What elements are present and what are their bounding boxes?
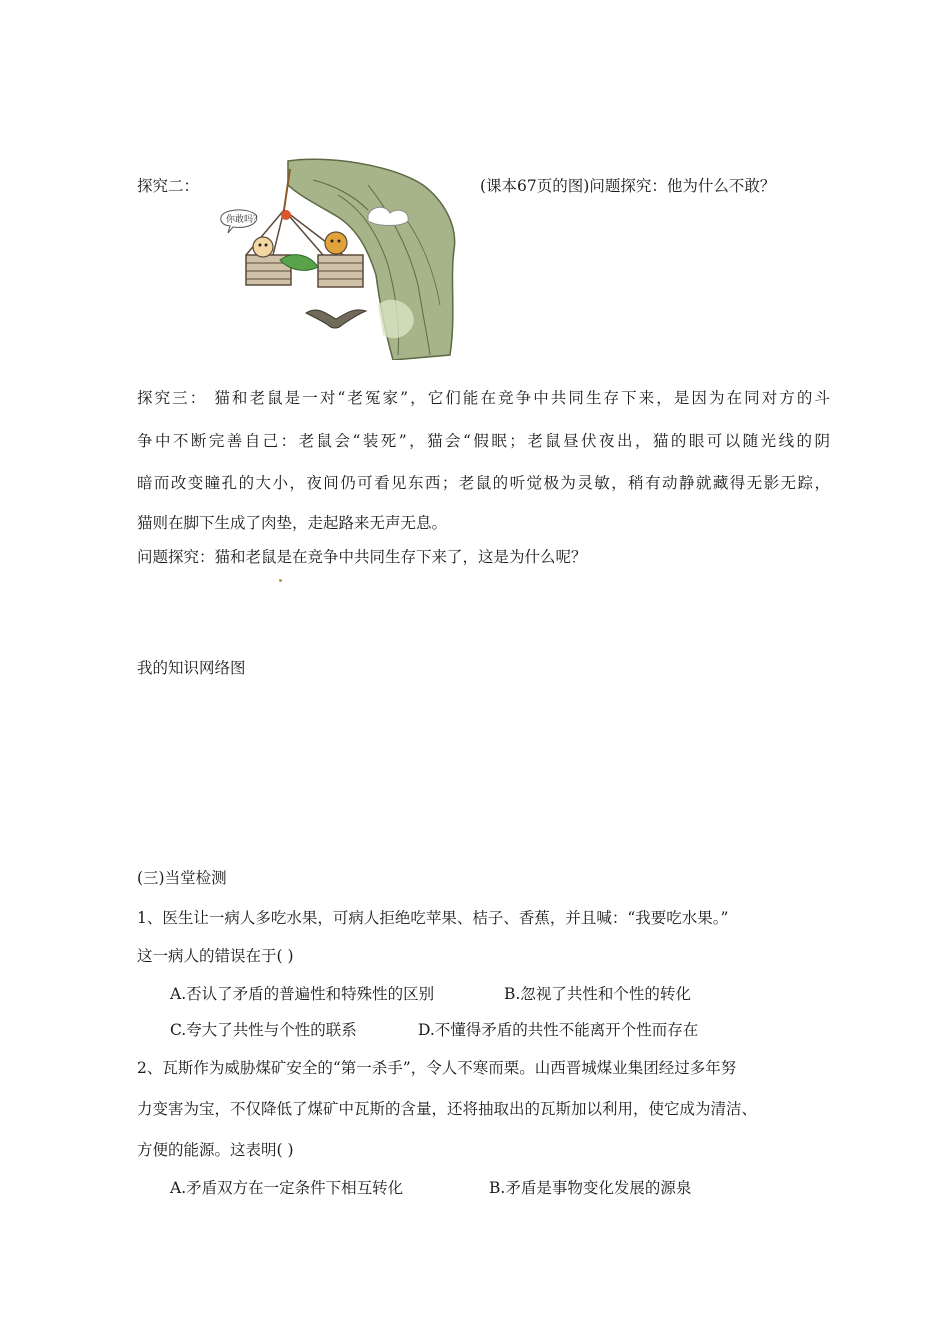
q2-line-3: 方便的能源。这表明( ) [137, 1141, 294, 1159]
q1-line-2: 这一病人的错误在于( ) [137, 947, 294, 965]
speech-bubble-text: 你敢吗？ [226, 215, 263, 225]
q1-option-d: D.不懂得矛盾的共性不能离开个性而存在 [418, 1021, 699, 1039]
q2-line-1: 2、瓦斯作为威胁煤矿安全的“第一杀手”，令人不寒而栗。山西晋城煤业集团经过多年努 [137, 1059, 737, 1077]
cliff-basket-image [218, 155, 460, 360]
inquiry3-line-3: 暗而改变瞳孔的大小，夜间仍可看见东西；老鼠的听觉极为灵敏，稍有动静就藏得无影无踪， [137, 474, 830, 492]
inquiry3-line-4: 猫则在脚下生成了肉垫，走起路来无声无息。 [137, 514, 448, 532]
inquiry2-label: 探究二： [137, 177, 200, 195]
q1-line-1: 1、医生让一病人多吃水果，可病人拒绝吃苹果、桔子、香蕉，并且喊：“我要吃水果。” [137, 909, 729, 927]
inquiry2-caption: (课本67页的图)问题探究：他为什么不敢？ [480, 177, 776, 195]
check-heading: (三)当堂检测 [137, 869, 227, 887]
cliff-basket-illustration [218, 155, 460, 360]
q1-option-c: C.夸大了共性与个性的联系 [170, 1021, 357, 1039]
inquiry3-line-1: 探究三： 猫和老鼠是一对“老冤家”，它们能在竞争中共同生存下来，是因为在同对方的斗 [137, 389, 830, 407]
q2-option-b: B.矛盾是事物变化发展的源泉 [489, 1179, 692, 1197]
q2-line-2: 力变害为宝，不仅降低了煤矿中瓦斯的含量，还将抽取出的瓦斯加以利用，使它成为清洁、 [137, 1100, 758, 1118]
inquiry3-question: 问题探究：猫和老鼠是在竞争中共同生存下来了，这是为什么呢？ [137, 548, 587, 566]
q1-option-b: B.忽视了共性和个性的转化 [504, 985, 691, 1003]
inquiry3-line-2: 争中不断完善自己：老鼠会“装死”，猫会“假眠；老鼠昼伏夜出，猫的眼可以随光线的阴 [137, 432, 830, 450]
q2-option-a: A.矛盾双方在一定条件下相互转化 [170, 1179, 404, 1197]
q1-option-a: A.否认了矛盾的普遍性和特殊性的区别 [170, 985, 435, 1003]
network-heading: 我的知识网络图 [137, 659, 246, 677]
stray-dot [279, 579, 282, 582]
